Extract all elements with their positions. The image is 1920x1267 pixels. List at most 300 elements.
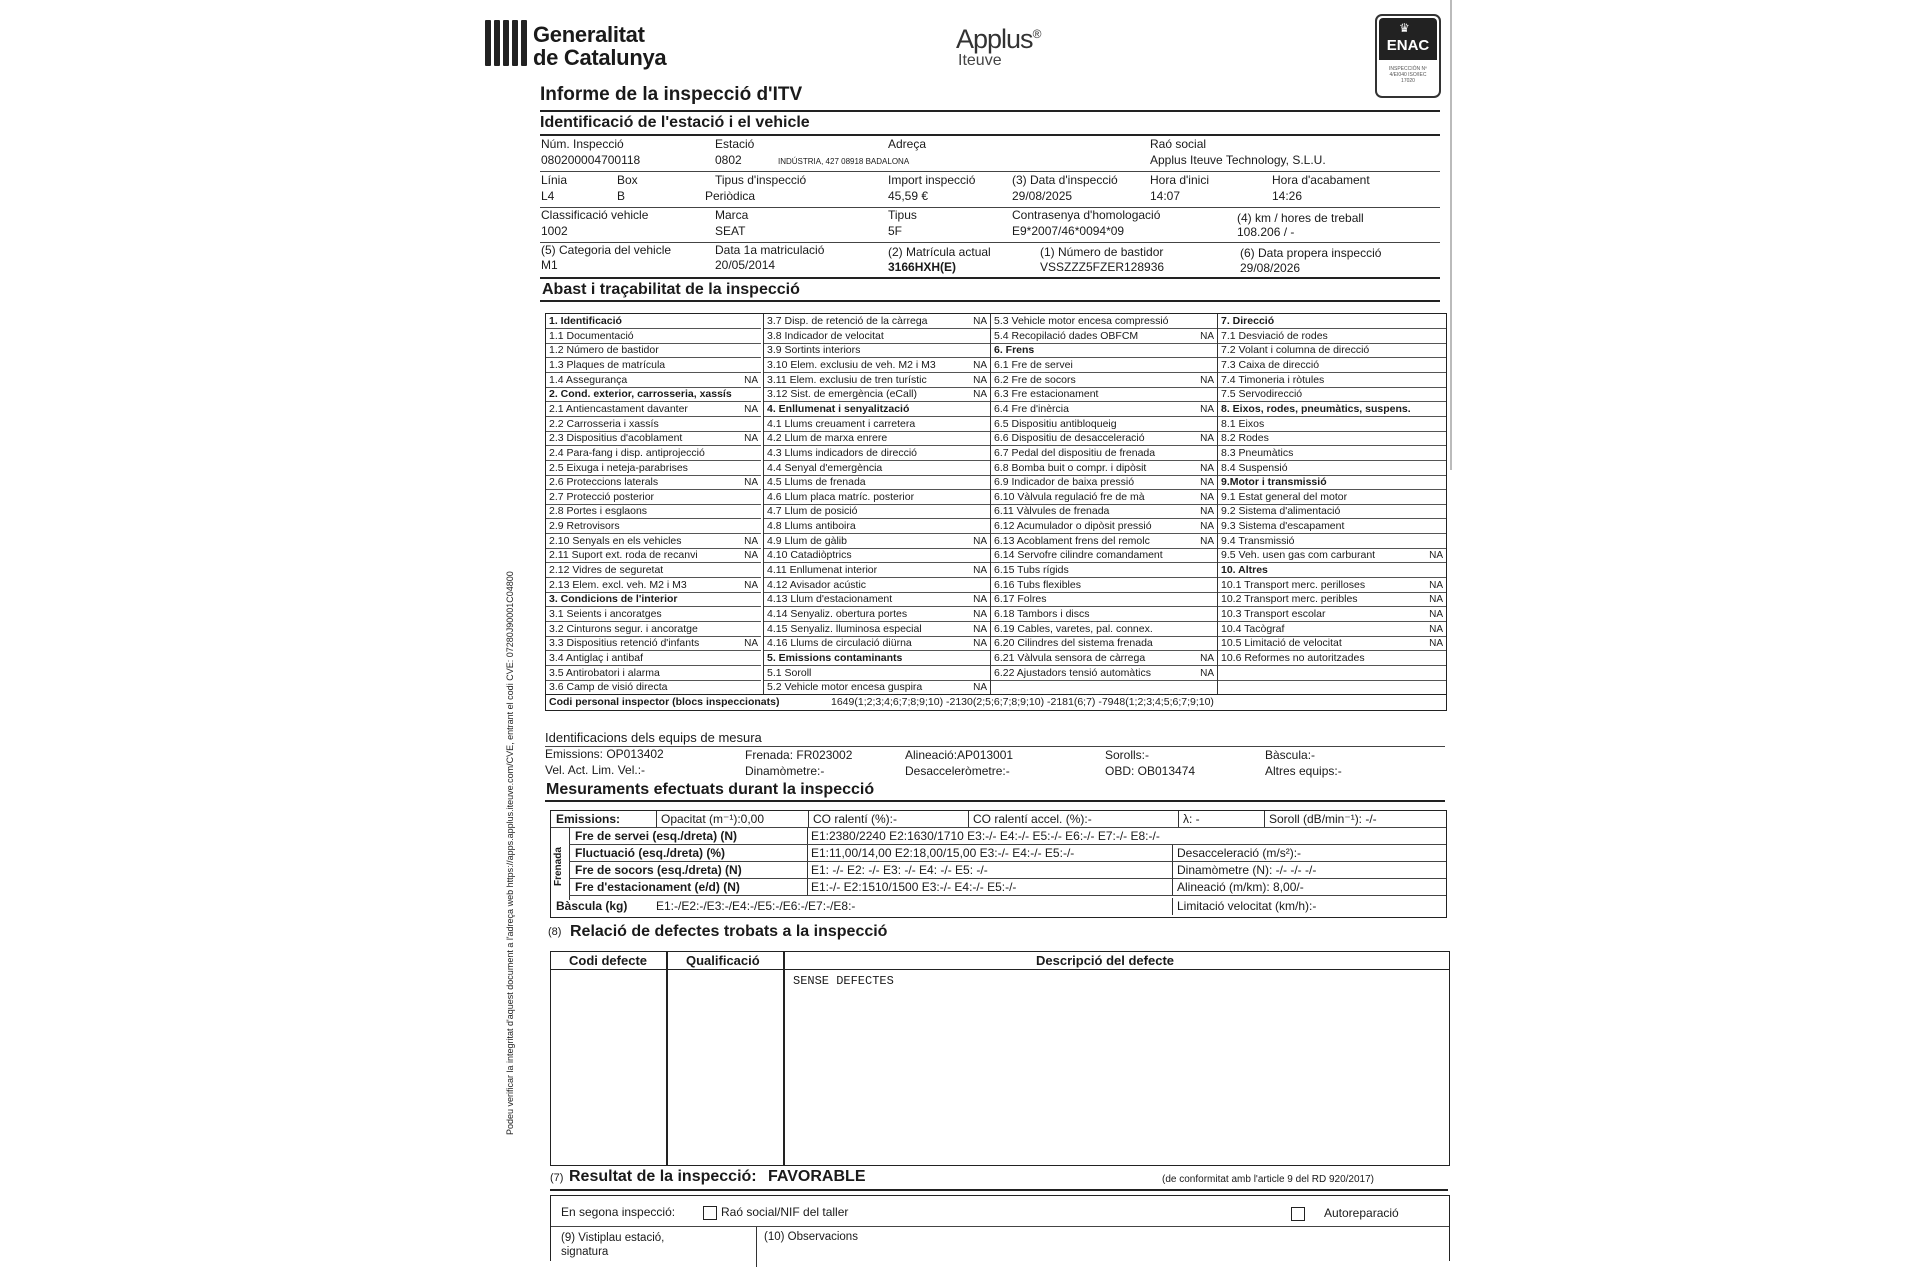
taller-checkbox[interactable] [703, 1206, 717, 1220]
scope-item-label: 5.3 Vehicle motor encesa compressió [994, 315, 1169, 327]
col-descripcio: Descripció del defecte [1036, 953, 1174, 968]
scope-item-label: 3.10 Elem. exclusiu de veh. M2 i M3 [767, 358, 936, 371]
scope-item-label: 6.19 Cables, varetes, pal. connex. [994, 622, 1153, 635]
lambda: λ: - [1183, 812, 1200, 826]
cell-divider [1172, 898, 1173, 915]
scope-item [764, 387, 990, 402]
scope-item [991, 651, 1217, 666]
scope-item [991, 446, 1217, 461]
scope-item-label: 1. Identificació [549, 315, 622, 327]
scope-item-na: NA [744, 403, 758, 415]
scope-item-label: 1.1 Documentació [549, 329, 634, 342]
opacitat: Opacitat (m⁻¹):0,00 [661, 812, 765, 826]
scope-item [546, 446, 761, 461]
scope-item [1218, 461, 1446, 476]
scope-item-label: 5.2 Vehicle motor encesa guspira [767, 681, 923, 694]
scope-item [764, 563, 990, 578]
cell-divider [656, 811, 657, 827]
co-ralenti: CO ralentí (%):- [813, 812, 898, 826]
hora-acab: 14:26 [1272, 189, 1303, 203]
scope-item-label: 4.15 Senyaliz. lluminosa especial [767, 622, 922, 635]
scope-item-label: 8.1 Eixos [1221, 417, 1265, 430]
measurement-table [550, 810, 1447, 918]
scope-item [1218, 504, 1446, 519]
resultat-num: (7) [550, 1172, 564, 1184]
org-line-1: Generalitat [533, 22, 645, 47]
scope-item [546, 402, 761, 417]
cell-divider [968, 811, 969, 827]
grid-divider [990, 314, 991, 695]
scope-item-na: NA [973, 359, 987, 371]
scope-item-na: NA [1200, 330, 1214, 342]
sense-defectes: SENSE DEFECTES [793, 974, 894, 988]
scope-col-1 [546, 314, 761, 694]
scope-item-label: 6.8 Bomba buit o compr. i dipòsit [994, 461, 1147, 474]
mesuraments-section-title: Mesuraments efectuats durant la inspecció [546, 781, 875, 798]
num-inspeccio-label: Núm. Inspecció [541, 137, 624, 151]
scope-item [1218, 329, 1446, 344]
socors: E1: -/- E2: -/- E3: -/- E4: -/- E5: -/- [811, 863, 988, 877]
resultat-note: (de conformitat amb l'article 9 del RD 920/2017) [1162, 1174, 1375, 1185]
fre-servei-row [569, 828, 1446, 845]
scope-item-na: NA [744, 374, 758, 386]
scope-item [546, 461, 761, 476]
scope-item-na: NA [1429, 609, 1443, 620]
cell-divider [1172, 862, 1173, 878]
estacionament-row [569, 879, 1446, 896]
scope-item [764, 373, 990, 388]
col-codi-defecte: Codi defecte [569, 953, 648, 968]
scope-item-label: 7.4 Timoneria i ròtules [1221, 373, 1325, 386]
scope-item-na: NA [744, 535, 758, 547]
scope-section-title: Abast i traçabilitat de la inspecció [542, 281, 800, 298]
defects-table [550, 951, 1450, 1166]
scope-item [991, 578, 1217, 593]
scope-col-4 [1218, 314, 1446, 694]
cell-divider [1264, 811, 1265, 827]
import-label: Import inspecció [888, 173, 976, 187]
cell-divider [807, 828, 808, 844]
scope-item [764, 636, 990, 651]
frenada-side-label [551, 828, 570, 900]
hora-acab-label: Hora d'acabament [1272, 173, 1370, 187]
limitacio: Limitació velocitat (km/h):- [1177, 899, 1317, 913]
scope-item-label: 3.12 Sist. de emergència (eCall) [767, 388, 917, 401]
scope-item [991, 563, 1217, 578]
scope-item-label: 8. Eixos, rodes, pneumàtics, suspens. [1221, 402, 1411, 415]
data-matric: 20/05/2014 [715, 258, 776, 272]
codi-inspector-value: 1649(1;2;3;4;6;7;8;9;10) -2130(2;5;6;7;8;9;10) -2181(6;7) -7948(1;2;3;4;5;6;7;9;10) [831, 696, 1214, 708]
scope-item-label: 2.5 Eixuga i neteja-parabrises [549, 461, 688, 474]
scope-item-label: 10.1 Transport merc. perilloses [1221, 578, 1366, 591]
equip-sorolls: Sorolls:- [1105, 748, 1150, 762]
scope-item [764, 592, 990, 607]
bastidor: VSSZZZ5FZER128936 [1040, 260, 1165, 274]
marca: SEAT [715, 224, 746, 238]
scope-item [991, 490, 1217, 505]
bascula-row [551, 898, 1446, 915]
scope-item [546, 534, 761, 549]
scope-item [991, 607, 1217, 622]
scope-item [1218, 387, 1446, 402]
scope-item [546, 622, 761, 637]
ident-row-divider [540, 171, 1440, 172]
scope-item [546, 373, 761, 388]
soroll: Soroll (dB/min⁻¹): -/- [1269, 812, 1377, 826]
scope-item-label: 1.4 Assegurança [549, 373, 628, 386]
observacions-label: (10) Observacions [764, 1231, 858, 1243]
ident-section-title: Identificació de l'estació i el vehicle [540, 114, 810, 131]
scope-item [764, 548, 990, 563]
scope-item-na: NA [1429, 638, 1443, 650]
scope-item-label: 6.17 Folres [994, 593, 1047, 606]
scope-item-label: 6.20 Cilindres del sistema frenada [994, 637, 1153, 650]
scope-item [991, 343, 1217, 358]
scope-item-na: NA [744, 638, 758, 650]
co-accel: CO ralentí accel. (%):- [973, 812, 1092, 826]
enac-label: ENAC [1379, 18, 1437, 60]
hora-inici-label: Hora d'inici [1150, 173, 1209, 187]
scope-item [991, 417, 1217, 432]
estacio: 0802 [715, 153, 742, 167]
enac-accreditation: INSPECCIÓN Nº 4/EI040 ISO/IEC 17020 [1389, 66, 1427, 84]
scope-item [546, 387, 761, 402]
scope-rule [540, 300, 1440, 302]
scope-item-label: 6.4 Fre d'inèrcia [994, 402, 1069, 415]
scope-item-na: NA [973, 609, 987, 620]
scope-item [764, 490, 990, 505]
grid-divider [1217, 314, 1218, 695]
scope-item-label: 2.6 Proteccions laterals [549, 476, 659, 489]
fluctuacio: E1:11,00/14,00 E2:18,00/15,00 E3:-/- E4:-/- E5:-/- [811, 846, 1075, 860]
generalitat-logo-icon [485, 20, 529, 68]
scope-item-na: NA [744, 550, 758, 562]
data-matric-label: Data 1a matriculació [715, 243, 825, 257]
scope-item-na: NA [973, 565, 987, 577]
tipus-label: Tipus [888, 208, 917, 222]
ident-bottom-rule [540, 277, 1440, 279]
scope-item-na: NA [1200, 403, 1214, 415]
scope-item-label: 1.3 Plaques de matrícula [549, 358, 666, 371]
linia-label: Línia [541, 173, 568, 187]
rao-label: Raó social [1150, 137, 1207, 151]
equip-desacc: Desacceleròmetre:- [905, 764, 1010, 778]
scope-item-label: 6.5 Dispositiu antibloqueig [994, 417, 1117, 430]
scope-item [1218, 607, 1446, 622]
emissions-row [551, 811, 1446, 828]
segona-label: En segona inspecció: [561, 1205, 676, 1219]
scope-item-na: NA [744, 477, 758, 489]
emissions-label: Emissions: [556, 812, 621, 826]
scope-item-label: 9.2 Sistema d'alimentació [1221, 505, 1341, 518]
scope-item-label: 5.4 Recopilació dades OBFCM [994, 329, 1139, 342]
scope-item-na: NA [1429, 550, 1443, 562]
scope-item-label: 4.8 Llums antiboira [767, 520, 856, 533]
scope-item [1218, 446, 1446, 461]
equip-dinamometre: Dinamòmetre:- [745, 764, 825, 778]
scope-item [764, 431, 990, 446]
scope-item-label: 9.3 Sistema d'escapament [1221, 520, 1345, 533]
scope-item-label: 6.11 Vàlvules de frenada [994, 505, 1110, 518]
scope-item-na: NA [1200, 433, 1214, 445]
scope-item-label: 10.3 Transport escolar [1221, 608, 1326, 620]
scope-item [546, 314, 761, 329]
scope-item-na: NA [973, 374, 987, 386]
scope-item-label: 10. Altres [1221, 564, 1268, 577]
equips-rule [545, 746, 1445, 747]
scope-item [1218, 680, 1446, 695]
scope-item-label: 8.4 Suspensió [1221, 461, 1288, 474]
scope-item [991, 534, 1217, 549]
scope-item-label: 7. Direcció [1221, 315, 1275, 327]
scope-item-label: 6.16 Tubs flexibles [994, 578, 1081, 591]
scope-item [546, 607, 761, 622]
scope-item-label: 4.10 Catadiòptrics [767, 549, 852, 562]
defectes-num: (8) [548, 926, 562, 938]
linia: L4 [541, 189, 555, 203]
resultat-col-divider [756, 1227, 757, 1267]
scope-item-label: 4.4 Senyal d'emergència [767, 461, 883, 474]
equip-obd: OBD: OB013474 [1105, 764, 1196, 778]
scope-item-label: 4.5 Llums de frenada [767, 476, 866, 489]
scope-item [991, 329, 1217, 344]
marca-label: Marca [715, 208, 749, 222]
scope-item-label: 5. Emissions contaminants [767, 651, 903, 664]
scope-item-label: 2.12 Vidres de seguretat [549, 564, 664, 577]
scope-item-label: 3. Condicions de l'interior [549, 593, 678, 606]
scope-item [991, 358, 1217, 373]
scope-item [764, 446, 990, 461]
scope-item [764, 402, 990, 417]
scope-item-label: 9.Motor i transmissió [1221, 476, 1327, 489]
rao: Applus Iteuve Technology, S.L.U. [1150, 153, 1326, 167]
scope-item-label: 7.5 Servodirecció [1221, 388, 1303, 401]
scope-item [764, 358, 990, 373]
generalitat-name [533, 23, 666, 69]
scope-item [764, 504, 990, 519]
scope-item [546, 680, 761, 695]
scope-item-label: 2.9 Retrovisors [549, 520, 620, 533]
applus-name: Applus [956, 24, 1033, 54]
scope-item-na: NA [744, 433, 758, 445]
resultat-rule [550, 1189, 1448, 1191]
ident-row-divider [540, 242, 1440, 243]
scope-item-na: NA [1200, 462, 1214, 474]
scope-item-label: 7.1 Desviació de rodes [1221, 329, 1328, 342]
scope-item [991, 373, 1217, 388]
scope-item-label: 6.21 Vàlvula sensora de càrrega [994, 651, 1146, 664]
scope-col-3 [991, 314, 1217, 694]
grid-divider [763, 314, 764, 695]
scope-item [1218, 563, 1446, 578]
scope-item [991, 387, 1217, 402]
scope-item-label: 4.1 Llums creuament i carretera [767, 417, 916, 430]
scope-item-label: 1.2 Número de bastidor [549, 344, 659, 357]
scope-item-label: 8.2 Rodes [1221, 432, 1269, 445]
scope-item-label: 6.6 Dispositiu de desacceleració [994, 432, 1145, 445]
verification-side-note: Podeu verificar la integritat d'aquest document a l'adreça web https://apps.applus.iteuve.com/CVE, entrant el codi CVE: 07280J90001C04800 [505, 571, 515, 1135]
scope-item [546, 343, 761, 358]
bascula: E1:-/E2:-/E3:-/E4:-/E5:-/E6:-/E7:-/E8:- [656, 899, 856, 913]
scope-item [546, 519, 761, 534]
scope-item-label: 2.11 Suport ext. roda de recanvi [549, 549, 698, 562]
cell-divider [807, 845, 808, 861]
scope-item [764, 607, 990, 622]
scope-col-2 [764, 314, 990, 694]
scope-item-label: 2.1 Antiencastament davanter [549, 402, 688, 415]
scope-item-label: 3.1 Seients i ancoratges [549, 608, 662, 620]
scope-item-na: NA [973, 535, 987, 547]
scope-item-label: 4.3 Llums indicadors de direcció [767, 446, 917, 459]
scope-item-label: 7.3 Caixa de direcció [1221, 358, 1320, 371]
scope-item [991, 314, 1217, 329]
scope-item-label: 2.10 Senyals en els vehicles [549, 534, 682, 547]
scope-item [546, 548, 761, 563]
scope-item-label: 6.18 Tambors i discs [994, 608, 1090, 620]
scope-item [1218, 431, 1446, 446]
scope-item-na: NA [1429, 579, 1443, 591]
scope-item [546, 592, 761, 607]
scope-item [991, 431, 1217, 446]
scope-item-label: 9.4 Transmissió [1221, 534, 1295, 547]
scope-item-label: 6.1 Fre de servei [994, 358, 1073, 371]
scope-item [546, 578, 761, 593]
cell-divider [1172, 845, 1173, 861]
scope-item-na: NA [1200, 491, 1214, 503]
scope-item [991, 592, 1217, 607]
equip-alineacio: Alineació:AP013001 [905, 748, 1014, 762]
scope-item-label: 4.7 Llum de posició [767, 505, 858, 518]
scope-item-label: 4.2 Llum de marxa enrere [767, 432, 888, 445]
scope-item-label: 10.2 Transport merc. peribles [1221, 593, 1358, 606]
scope-item [991, 636, 1217, 651]
km-label: (4) km / hores de treball [1237, 211, 1364, 225]
classif: 1002 [541, 224, 568, 238]
scope-item-label: 2.13 Elem. excl. veh. M2 i M3 [549, 578, 687, 591]
scope-item-label: 3.8 Indicador de velocitat [767, 329, 884, 342]
scope-item-label: 8.3 Pneumàtics [1221, 446, 1294, 459]
defects-header [551, 952, 1449, 970]
km: 108.206 / - [1237, 225, 1295, 239]
scope-item-label: 3.5 Antirobatori i alarma [549, 666, 660, 679]
scope-item [991, 475, 1217, 490]
bascula-label: Bàscula (kg) [556, 899, 628, 913]
scope-item [764, 343, 990, 358]
scope-item-label: 2.8 Portes i esglaons [549, 505, 648, 518]
scope-item-label: 6.2 Fre de socors [994, 373, 1076, 386]
scope-item [546, 358, 761, 373]
scope-item [1218, 636, 1446, 651]
num-inspeccio: 080200004700118 [541, 153, 641, 167]
scope-item-na: NA [744, 579, 758, 591]
scope-item-na: NA [1429, 594, 1443, 606]
resultat-label: Resultat de la inspecció: [569, 1168, 757, 1185]
scope-item-label: 6.15 Tubs rígids [994, 564, 1069, 577]
scope-item [1218, 622, 1446, 637]
scope-item [764, 417, 990, 432]
scope-item [991, 548, 1217, 563]
scope-item [546, 666, 761, 681]
codi-inspector-label: Codi personal inspector (blocs inspeccionats) [549, 696, 780, 708]
scope-item [764, 622, 990, 637]
title-rule [540, 110, 1440, 112]
scope-item [1218, 651, 1446, 666]
scope-item-label: 3.11 Elem. exclusiu de tren turístic [767, 373, 927, 386]
scope-item-na: NA [973, 638, 987, 650]
autoreparacio-checkbox[interactable] [1291, 1207, 1305, 1221]
scope-item-label: 4.6 Llum placa matríc. posterior [767, 490, 915, 503]
scope-item [546, 329, 761, 344]
tipus: 5F [888, 224, 903, 238]
cell-divider [807, 879, 808, 895]
scope-item [764, 534, 990, 549]
data-insp-label: (3) Data d'inspecció [1012, 173, 1118, 187]
estacionament: E1:-/- E2:1510/1500 E3:-/- E4:-/- E5:-/- [811, 880, 1017, 894]
scope-item-label: 9.5 Veh. usen gas com carburant [1221, 549, 1376, 562]
scope-item-label: 10.5 Limitació de velocitat [1221, 637, 1342, 650]
categoria-label: (5) Categoria del vehicle [541, 243, 672, 257]
enac-seal [1375, 14, 1441, 98]
resultat-row-divider [551, 1226, 1449, 1227]
scope-item [1218, 548, 1446, 563]
desacceleracio: Desacceleració (m/s²):- [1177, 846, 1302, 860]
contrasenya: E9*2007/46*0094*09 [1012, 224, 1125, 238]
scope-item-na: NA [1200, 667, 1214, 679]
scope-item-label: 3.3 Dispositius retenció d'infants [549, 637, 700, 650]
scope-item-na: NA [1200, 506, 1214, 518]
scope-item-na: NA [1200, 374, 1214, 386]
scope-item [1218, 314, 1446, 329]
scope-item-label: 4.11 Enllumenat interior [767, 564, 878, 577]
fluctuacio-row [569, 845, 1446, 862]
scope-item [764, 666, 990, 681]
resultat-box [550, 1195, 1450, 1261]
fre-servei: E1:2380/2240 E2:1630/1710 E3:-/- E4:-/- E5:-/- E6:-/- E7:-/- E8:-/- [811, 829, 1160, 843]
equip-altres: Altres equips:- [1265, 764, 1342, 778]
applus-logo [956, 24, 1040, 55]
socors-row [569, 862, 1446, 879]
scope-item [546, 651, 761, 666]
scope-item [1218, 578, 1446, 593]
scope-item [991, 519, 1217, 534]
scope-item [546, 417, 761, 432]
fluctuacio-label: Fluctuació (esq./dreta) (%) [575, 846, 726, 860]
estacionament-label: Fre d'estacionament (e/d) (N) [575, 880, 740, 894]
ident-row-divider [540, 207, 1440, 208]
scope-item [991, 504, 1217, 519]
defectes-section-title: Relació de defectes trobats a la inspecció [570, 923, 888, 940]
scope-item [1218, 402, 1446, 417]
document-title: Informe de la inspecció d'ITV [540, 84, 803, 105]
scope-item-na: NA [973, 389, 987, 401]
box: B [617, 189, 626, 203]
crown-icon: ♛ [1399, 21, 1410, 35]
vistiplau-label: (9) Vistiplau estació, signatura [561, 1232, 665, 1258]
scope-item-label: 4.16 Llums de circulació diürna [767, 637, 912, 650]
cell-divider [1178, 811, 1179, 827]
scope-item-na: NA [973, 316, 987, 327]
classif-label: Classificació vehicle [541, 208, 649, 222]
propera-label: (6) Data propera inspecció [1240, 246, 1382, 260]
scope-item-label: 7.2 Volant i columna de direcció [1221, 344, 1370, 357]
scope-item [764, 329, 990, 344]
scope-item-label: 3.4 Antiglaç i antibaf [549, 651, 643, 664]
scope-item-na: NA [1200, 535, 1214, 547]
scope-item-label: 4. Enllumenat i senyalització [767, 402, 910, 415]
tipus-insp-label: Tipus d'inspecció [715, 173, 807, 187]
autoreparacio-label: Autoreparació [1324, 1206, 1399, 1220]
scope-item [1218, 490, 1446, 505]
